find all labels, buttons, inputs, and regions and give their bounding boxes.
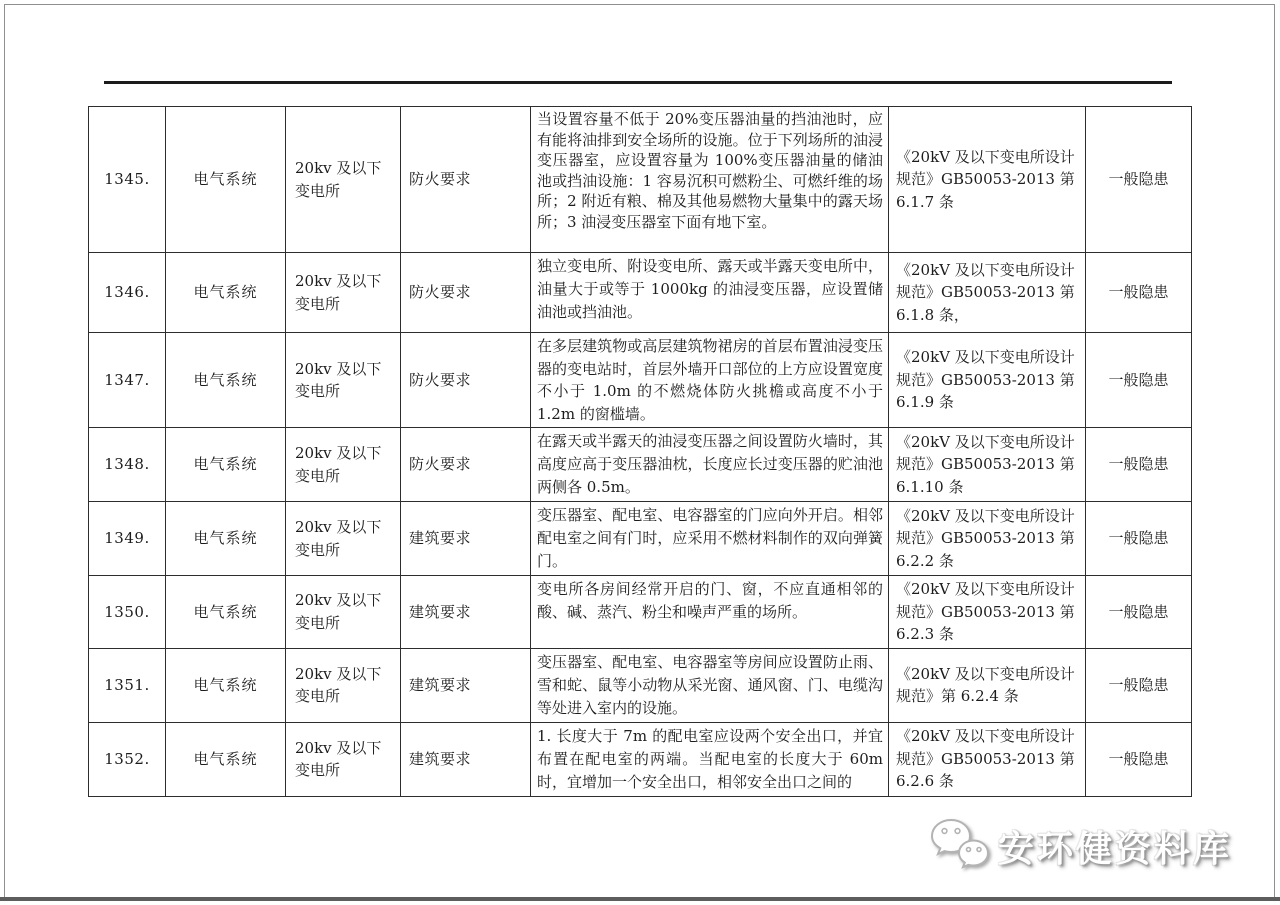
reference-cell: 《20kV 及以下变电所设计规范》GB50053-2013 第 6.2.6 条	[889, 722, 1086, 796]
hazard-level-cell: 一般隐患	[1086, 428, 1192, 502]
requirement-cell: 防火要求	[401, 107, 531, 253]
substation-cell: 20kv 及以下变电所	[286, 648, 401, 722]
row-number-cell: 1350.	[89, 576, 166, 649]
description-cell: 当设置容量不低于 20%变压器油量的挡油池时，应有能将油排到安全场所的设施。位于下列场所的油浸变压器室，应设置容量为 100%变压器油量的储油池或挡油设施：1 容易沉积可燃粉尘、可燃纤维的场所；2 附近有粮、棉及其他易燃物大量集中的露天场所；3 油浸变压器室下面有地下室。	[531, 107, 889, 253]
reference-cell: 《20kV 及以下变电所设计规范》GB50053-2013 第 6.1.8 条，	[889, 253, 1086, 333]
wechat-icon	[930, 817, 990, 875]
system-cell: 电气系统	[166, 502, 286, 576]
reference-cell: 《20kV 及以下变电所设计规范》GB50053-2013 第 6.1.9 条	[889, 333, 1086, 428]
table-row	[89, 576, 1192, 649]
reference-cell: 《20kV 及以下变电所设计规范》GB50053-2013 第 6.1.7 条	[889, 107, 1086, 253]
system-cell: 电气系统	[166, 648, 286, 722]
bottom-edge-line	[0, 897, 1280, 901]
table-body	[89, 107, 1192, 797]
substation-cell: 20kv 及以下变电所	[286, 333, 401, 428]
substation-cell: 20kv 及以下变电所	[286, 428, 401, 502]
hazard-level-cell: 一般隐患	[1086, 253, 1192, 333]
requirement-cell: 防火要求	[401, 428, 531, 502]
table-row	[89, 502, 1192, 576]
requirement-cell: 建筑要求	[401, 648, 531, 722]
substation-cell: 20kv 及以下变电所	[286, 253, 401, 333]
watermark-text: 安环健资料库	[997, 828, 1232, 870]
row-number-cell: 1352.	[89, 722, 166, 796]
system-cell: 电气系统	[166, 253, 286, 333]
description-cell: 变压器室、配电室、电容器室等房间应设置防止雨、雪和蛇、鼠等小动物从采光窗、通风窗、门、电缆沟等处进入室内的设施。	[531, 648, 889, 722]
hazard-level-cell: 一般隐患	[1086, 576, 1192, 649]
substation-cell: 20kv 及以下变电所	[286, 107, 401, 253]
description-cell: 在露天或半露天的油浸变压器之间设置防火墙时，其高度应高于变压器油枕，长度应长过变压器的贮油池两侧各 0.5m。	[531, 428, 889, 502]
system-cell: 电气系统	[166, 428, 286, 502]
substation-cell: 20kv 及以下变电所	[286, 722, 401, 796]
row-number-cell: 1348.	[89, 428, 166, 502]
reference-cell: 《20kV 及以下变电所设计规范》第 6.2.4 条	[889, 648, 1086, 722]
hazard-level-cell: 一般隐患	[1086, 502, 1192, 576]
system-cell: 电气系统	[166, 107, 286, 253]
description-cell: 变压器室、配电室、电容器室的门应向外开启。相邻配电室之间有门时，应采用不燃材料制作的双向弹簧门。	[531, 502, 889, 576]
hazard-level-cell: 一般隐患	[1086, 107, 1192, 253]
row-number-cell: 1346.	[89, 253, 166, 333]
requirement-cell: 建筑要求	[401, 576, 531, 649]
system-cell: 电气系统	[166, 576, 286, 649]
requirement-cell: 防火要求	[401, 333, 531, 428]
requirement-cell: 建筑要求	[401, 502, 531, 576]
description-cell: 独立变电所、附设变电所、露天或半露天变电所中，油量大于或等于 1000kg 的油浸变压器，应设置储油池或挡油池。	[531, 253, 889, 333]
table-row	[89, 428, 1192, 502]
hazard-level-cell: 一般隐患	[1086, 648, 1192, 722]
system-cell: 电气系统	[166, 722, 286, 796]
hazard-level-cell: 一般隐患	[1086, 722, 1192, 796]
row-number-cell: 1349.	[89, 502, 166, 576]
hazard-checklist-table	[88, 106, 1192, 797]
table-row	[89, 333, 1192, 428]
header-rule	[104, 81, 1172, 84]
reference-cell: 《20kV 及以下变电所设计规范》GB50053-2013 第 6.2.2 条	[889, 502, 1086, 576]
requirement-cell: 防火要求	[401, 253, 531, 333]
description-cell: 变电所各房间经常开启的门、窗，不应直通相邻的酸、碱、蒸汽、粉尘和噪声严重的场所。	[531, 576, 889, 649]
watermark	[930, 817, 1232, 875]
table-row	[89, 107, 1192, 253]
row-number-cell: 1345.	[89, 107, 166, 253]
requirement-cell: 建筑要求	[401, 722, 531, 796]
row-number-cell: 1347.	[89, 333, 166, 428]
reference-cell: 《20kV 及以下变电所设计规范》GB50053-2013 第 6.1.10 条	[889, 428, 1086, 502]
substation-cell: 20kv 及以下变电所	[286, 502, 401, 576]
description-cell: 在多层建筑物或高层建筑物裙房的首层布置油浸变压器的变电站时，首层外墙开口部位的上方应设置宽度不小于 1.0m 的不燃烧体防火挑檐或高度不小于 1.2m 的窗槛墙。	[531, 333, 889, 428]
table-row	[89, 648, 1192, 722]
hazard-level-cell: 一般隐患	[1086, 333, 1192, 428]
row-number-cell: 1351.	[89, 648, 166, 722]
table-row	[89, 253, 1192, 333]
system-cell: 电气系统	[166, 333, 286, 428]
description-cell: 1. 长度大于 7m 的配电室应设两个安全出口，并宜布置在配电室的两端。当配电室的长度大于 60m 时，宜增加一个安全出口，相邻安全出口之间的	[531, 722, 889, 796]
reference-cell: 《20kV 及以下变电所设计规范》GB50053-2013 第 6.2.3 条	[889, 576, 1086, 649]
table-row	[89, 722, 1192, 796]
substation-cell: 20kv 及以下变电所	[286, 576, 401, 649]
